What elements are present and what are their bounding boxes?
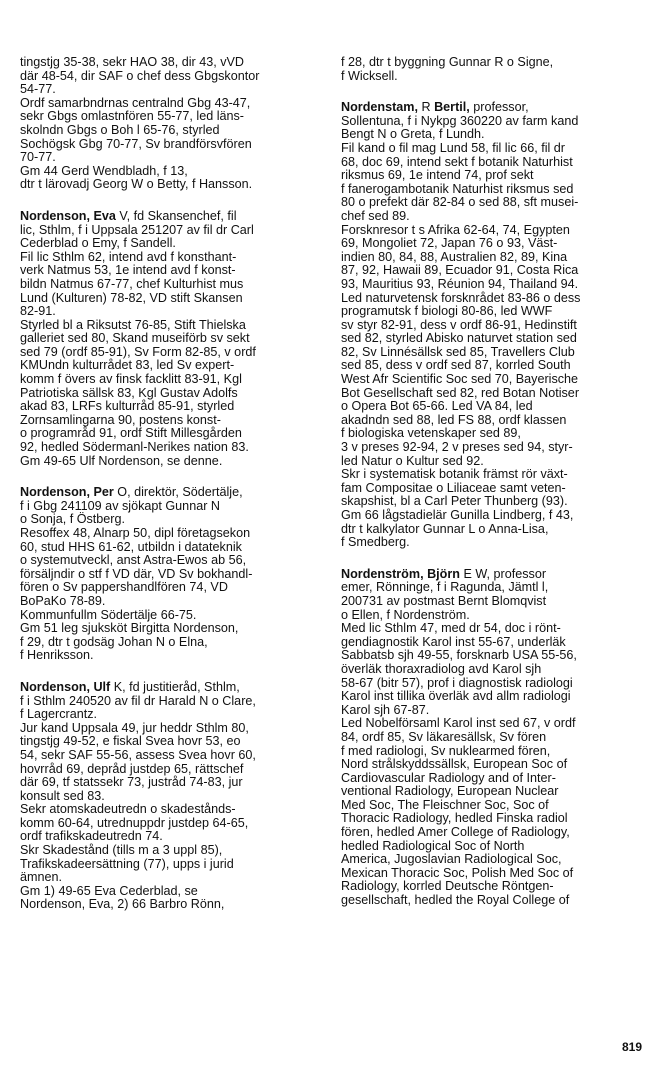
text-line: Cederblad o Emy, f Sandell. [20, 236, 176, 251]
text-line: emer, Rönninge, f i Ragunda, Jämtl l, [341, 580, 549, 595]
text-line: Bengt N o Greta, f Lundh. [341, 127, 485, 142]
text-line: f 28, dtr t byggning Gunnar R o Signe, [341, 55, 554, 69]
text-line: Thoracic Radiology, hedled Finska radiol [341, 811, 568, 826]
text-line: Karol inst tillika överläk avd allm radiologi [341, 689, 571, 704]
text-line: Gm 44 Gerd Wendbladh, f 13, [20, 163, 188, 178]
text-line: 80 o prefekt där 82-84 o sed 88, sft musei- [341, 195, 579, 210]
text-line: Skr i systematisk botanik främst rör växt- [341, 467, 568, 482]
entry-heading [20, 210, 320, 224]
text-line: sed 79 (ordf 85-91), Sv Form 82-85, v ordf [20, 344, 256, 359]
entry-heading [20, 486, 320, 500]
text-line: f i Gbg 241109 av sjökapt Gunnar N [20, 498, 220, 513]
text-line: komm f övers av finsk facklitt 83-91, Kgl [20, 372, 242, 387]
text-line: 69, Mongoliet 72, Japan 76 o 93, Väst- [341, 236, 558, 251]
text-line: 60, stud HHS 61-62, utbildn i datateknik [20, 539, 242, 554]
text-line: 70-77. [20, 150, 56, 165]
text-line: f 29, dtr t godsäg Johan N o Elna, [20, 634, 208, 649]
text-line: o systemutveckl, anst Astra-Ewos ab 56, [20, 553, 247, 568]
text-line: Led naturvetensk forsknrådet 83-86 o dess [341, 290, 581, 305]
text-line: Styrled bl a Riksutst 76-85, Stift Thielska [20, 317, 246, 332]
text-line: verk Natmus 53, 1e intend avd f konst- [20, 263, 236, 278]
text-line: hovrråd 69, depråd justdep 65, rättschef [20, 761, 244, 776]
text-line: komm 60-64, utrednuppdr justdep 64-65, [20, 815, 249, 830]
text-line: Ordf samarbndrnas centralnd Gbg 43-47, [20, 95, 251, 110]
text-line: 93, Mauritius 93, Réunion 94, Thailand 94. [341, 276, 579, 291]
text-line: Sabbatsb sjh 49-55, forsknarb USA 55-56, [341, 648, 577, 663]
text-line: Fil kand o fil mag Lund 58, fil lic 66, fil dr [341, 140, 565, 155]
heading-text: K, fd justitieråd, Sthlm, [110, 679, 240, 694]
text-line: galleriet sed 80, Skand museiförb sv sekt [20, 331, 250, 346]
text-line: Gm 1) 49-65 Eva Cederblad, se [20, 883, 198, 898]
text-line: chef sed 89. [341, 208, 410, 223]
text-line: f Wicksell. [341, 68, 398, 83]
text-line: fören, hedled Amer College of Radiology, [341, 825, 570, 840]
entry-heading [341, 568, 647, 582]
text-line: Kommunfullm Södertälje 66-75. [20, 607, 197, 622]
text-line: där 69, tf statssekr 73, justråd 74-83, jur [20, 775, 243, 790]
text-line: f Henriksson. [20, 648, 94, 663]
text-line: BoPaKo 78-89. [20, 593, 106, 608]
text-line: hedled Radiological Soc of North [341, 838, 525, 853]
heading-text: R [417, 100, 435, 115]
text-line: 82, Sv Linnésällsk sed 85, Travellers Club [341, 344, 575, 359]
text-line: Med Soc, The Fleischner Soc, Soc of [341, 797, 549, 812]
biography-entry [20, 56, 320, 192]
text-line: riksmus 69, 1e intend 74, prof sekt [341, 168, 534, 183]
text-line: Fil lic Sthlm 62, intend avd f konsthant- [20, 249, 237, 264]
text-line: akadndn sed 88, led FS 88, ordf klassen [341, 412, 567, 427]
text-line: 84, ordf 85, Sv läkaresällsk, Sv fören [341, 729, 547, 744]
biography-entry [341, 568, 647, 908]
person-name: Nordenson, Ulf [20, 679, 111, 694]
heading-text: professor, [469, 100, 529, 115]
text-line: gendiagnostik Karol inst 55-67, underläk [341, 634, 566, 649]
text-line: Karol sjh 67-87. [341, 702, 430, 717]
text-line: f Lagercrantz. [20, 707, 98, 722]
text-line: f biologiska vetenskaper sed 89, [341, 426, 521, 441]
text-line: 54-77. [20, 82, 56, 97]
left-column [20, 56, 320, 930]
text-line: Sollentuna, f i Nykpg 360220 av farm kand [341, 113, 579, 128]
text-line: gesellschaft, hedled the Royal College of [341, 893, 570, 908]
biography-entry [20, 681, 320, 912]
text-line: skapshist, bl a Carl Peter Thunberg (93). [341, 494, 568, 509]
page-number: 819 [621, 1040, 642, 1054]
text-line: Gm 49-65 Ulf Nordenson, se denne. [20, 453, 223, 468]
text-line: ventional Radiology, European Nuclear [341, 784, 559, 799]
text-line: där 48-54, dir SAF o chef dess Gbgskontor [20, 68, 260, 83]
text-line: Forsknresor t s Afrika 62-64, 74, Egypten [341, 222, 570, 237]
text-line: o Ellen, f Nordenström. [341, 607, 470, 622]
text-line: o Opera Bot 65-66. Led VA 84, led [341, 399, 533, 414]
text-line: Mexican Thoracic Soc, Polish Med Soc of [341, 865, 574, 880]
text-line: Lund (Kulturen) 78-82, VD stift Skansen [20, 290, 243, 305]
heading-text: O, direktör, Södertälje, [113, 485, 243, 500]
text-line: Zornsamlingarna 90, postens konst- [20, 412, 221, 427]
text-line: 87, 92, Hawaii 89, Ecuador 91, Costa Rica [341, 263, 579, 278]
text-line: 58-67 (bitr 57), prof i diagnostisk radiologi [341, 675, 573, 690]
text-line: f Smedberg. [341, 535, 410, 550]
text-line: Nord strålskyddssällsk, European Soc of [341, 757, 568, 772]
text-line: 68, doc 69, intend sekt f botanik Naturhist [341, 154, 573, 169]
person-name: Nordenström, Björn [341, 566, 460, 581]
text-line: Trafikskadeersättning (77), upps i jurid [20, 856, 234, 871]
text-line: 82-91. [20, 304, 56, 319]
text-line: försäljndir o stf f VD där, VD Sv bokhandl- [20, 566, 253, 581]
right-column [341, 56, 647, 926]
text-line: Sochögsk Gbg 70-77, Sv brandförsvfören [20, 136, 252, 151]
text-line: o Sonja, f Östberg. [20, 512, 126, 527]
person-name: Nordenson, Eva [20, 208, 116, 223]
text-line: America, Jugoslavian Radiological Soc, [341, 852, 562, 867]
text-line: Led Nobelförsaml Karol inst sed 67, v ordf [341, 716, 576, 731]
text-line: led Natur o Kultur sed 92. [341, 453, 484, 468]
text-line: Bot Gesellschaft sed 82, red Botan Notiser [341, 385, 580, 400]
text-line: f fanerogambotanik Naturhist riksmus sed [341, 181, 574, 196]
text-line: sekr Gbgs omlastnfören 55-77, led läns- [20, 109, 245, 124]
text-line: Jur kand Uppsala 49, jur heddr Sthlm 80, [20, 720, 249, 735]
text-line: tingstjg 35-38, sekr HAO 38, dir 43, vVD [20, 55, 244, 69]
heading-text: E W, professor [459, 566, 547, 581]
text-line: fam Compositae o Liliaceae samt veten- [341, 480, 566, 495]
entry-heading [341, 101, 647, 115]
text-line: bildn Natmus 67-77, chef Kulturhist mus [20, 276, 244, 291]
text-line: akad 83, LRFs kulturråd 85-91, styrled [20, 399, 235, 414]
text-line: Sekr atomskadeutredn o skadestånds- [20, 802, 236, 817]
biography-entry [341, 56, 647, 83]
text-line: Resoffex 48, Alnarp 50, dipl företagsekon [20, 526, 251, 540]
person-name: Nordenstam, [341, 100, 418, 115]
text-line: dtr t kalkylator Gunnar L o Anna-Lisa, [341, 521, 549, 536]
text-line: o programråd 91, ordf Stift Millesgården [20, 426, 242, 441]
text-line: sed 85, dess v ordf sed 87, korrled South [341, 358, 571, 373]
text-line: Cardiovascular Radiology and of Inter- [341, 770, 556, 785]
text-line: Med lic Sthlm 47, med dr 54, doc i rönt- [341, 621, 561, 636]
text-line: Radiology, korrled Deutsche Röntgen- [341, 879, 554, 894]
text-line: ordf trafikskadeutredn 74. [20, 829, 163, 844]
text-line: sv styr 82-91, dess v ordf 86-91, Hedinstift [341, 317, 577, 332]
text-line: sed 82, styrled Abisko naturvet station sed [341, 331, 577, 346]
text-line: 54, sekr SAF 55-56, assess Svea hovr 60, [20, 747, 256, 762]
person-name: Nordenson, Per [20, 485, 114, 500]
text-line: 92, hedled Södermanl-Nerikes nation 83. [20, 440, 249, 455]
text-line: Patriotiska sällsk 83, Kgl Gustav Adolfs [20, 385, 238, 400]
text-line: f med radiologi, Sv nuklearmed fören, [341, 743, 551, 758]
text-line: 200731 av postmast Bernt Blomqvist [341, 593, 547, 608]
text-line: Nordenson, Eva, 2) 66 Barbro Rönn, [20, 897, 225, 912]
text-line: tingstjg 49-52, e fiskal Svea hovr 53, eo [20, 734, 241, 749]
text-line: lic, Sthlm, f i Uppsala 251207 av fil dr Carl [20, 222, 254, 237]
text-line: Skr Skadestånd (tills m a 3 uppl 85), [20, 843, 223, 858]
text-line: 3 v preses 92-94, 2 v preses sed 94, styr- [341, 440, 573, 455]
biography-entry [20, 486, 320, 663]
text-line: fören o Sv pappershandlfören 74, VD [20, 580, 228, 595]
text-line: Gm 51 leg sjuksköt Birgitta Nordenson, [20, 621, 239, 636]
text-line: skolndn Gbgs o Boh l 65-76, styrled [20, 122, 220, 137]
text-line: KMUndn kulturrådet 83, led Sv expert- [20, 358, 235, 373]
text-line: konsult sed 83. [20, 788, 105, 803]
text-line: West Afr Scientific Soc sed 70, Bayerische [341, 372, 579, 387]
text-line: f i Sthlm 240520 av fil dr Harald N o Clare, [20, 693, 256, 708]
heading-text: V, fd Skansenchef, fil [115, 208, 237, 223]
text-line: Gm 66 lågstadielär Gunilla Lindberg, f 43, [341, 508, 574, 522]
biography-entry [341, 101, 647, 550]
text-line: indien 80, 84, 88, Australien 82, 89, Kina [341, 249, 568, 264]
text-line: programutsk f biologi 80-86, led WWF [341, 304, 553, 319]
text-line: ämnen. [20, 870, 63, 885]
entry-heading [20, 681, 320, 695]
text-line: dtr t lärovadj Georg W o Betty, f Hansson. [20, 177, 253, 192]
person-name: Bertil, [434, 100, 470, 115]
biography-entry [20, 210, 320, 468]
text-line: överläk thoraxradiolog avd Karol sjh [341, 661, 542, 676]
